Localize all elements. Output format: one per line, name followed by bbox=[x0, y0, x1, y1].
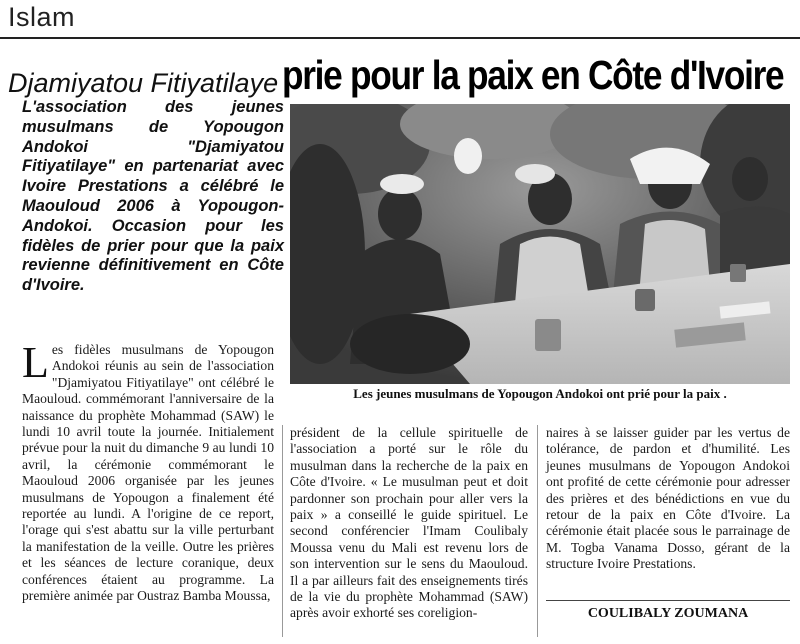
section-rubric: Islam bbox=[8, 2, 76, 32]
article-column-1 bbox=[22, 338, 274, 605]
article-column-2 bbox=[290, 425, 528, 622]
photo-caption: Les jeunes musulmans de Yopougon Andokoi ont prié pour la paix . bbox=[353, 386, 727, 401]
headline-main: prie pour la paix en Côte d'Ivoire bbox=[282, 52, 784, 98]
headline bbox=[8, 52, 798, 100]
article-column-3 bbox=[546, 425, 790, 573]
byline-divider bbox=[546, 600, 790, 601]
column-1-text: es fidèles musulmans de Yopougon Andokoi réunis au sein de l'association "Djamiyatou Fitiyatilaye" ont célébré le Maouloud. commémorant l'anniversaire de la naissance du prophète Mohammad (SAW) le lundi 10 avril toute la journée. Initialement prévue pour la nuit du dimanche 9 au lundi 10 avril, la cérémonie commémorant le Maouloud 2006 organisée par les jeunes musulmans de Yopougon a finalement été reportée au lundi. A l'origine de ce report, l'orage qui s'est abattu sur la ville perturbant la manifestation de la veille. Outre les prières et les séances de lecture coranique, deux conférences étaient au programme. La première animée par Oustraz Bamba Moussa, bbox=[22, 342, 274, 604]
article-photo bbox=[290, 104, 790, 384]
rubric-divider bbox=[0, 37, 800, 39]
article-standfirst: L'association des jeunes musulmans de Yopougon Andokoi "Djamiyatou Fitiyatilaye" en partenariat avec Ivoire Prestations a célébré le Maouloud 2006 à Yopougon-Andokoi. Occasion pour les fidèles de prier pour que la paix revienne définitivement en Côte d'Ivoire. bbox=[22, 98, 284, 295]
column-divider bbox=[282, 425, 283, 637]
column-3-text: naires à se laisser guider par les vertus de tolérance, de pardon et d'humilité. Les jeunes musulmans de Yopougon Andokoi ont profité de cette cérémonie pour adresser des prières et des bénédictions en vue du retour de la paix en Côte d'Ivoire. La cérémonie était placée sous le parrainage de M. Togba Vanama Dosso, gérant de la structure Ivoire Prestations. bbox=[546, 425, 790, 572]
column-divider bbox=[537, 425, 538, 637]
column-2-text: président de la cellule spirituelle de l'association a porté sur le rôle du musulman dans la recherche de la paix en Côte d'Ivoire. « Le musulman peut et doit pardonner son prochain pour aller vers la paix » a conseillé le guide spirituel. Le second conférencier l'Imam Coulibaly Moussa venu du Mali est revenu lors de son intervention sur le sens du Maouloud. Il a par ailleurs fait des enseignements tirés de la vie du prophète Mohammad (SAW) après avoir exhorté ses coreligion- bbox=[290, 425, 528, 621]
headline-lead: Djamiyatou Fitiyatilaye bbox=[8, 68, 279, 98]
byline: COULIBALY ZOUMANA bbox=[587, 606, 749, 621]
drop-cap: L bbox=[22, 338, 49, 387]
